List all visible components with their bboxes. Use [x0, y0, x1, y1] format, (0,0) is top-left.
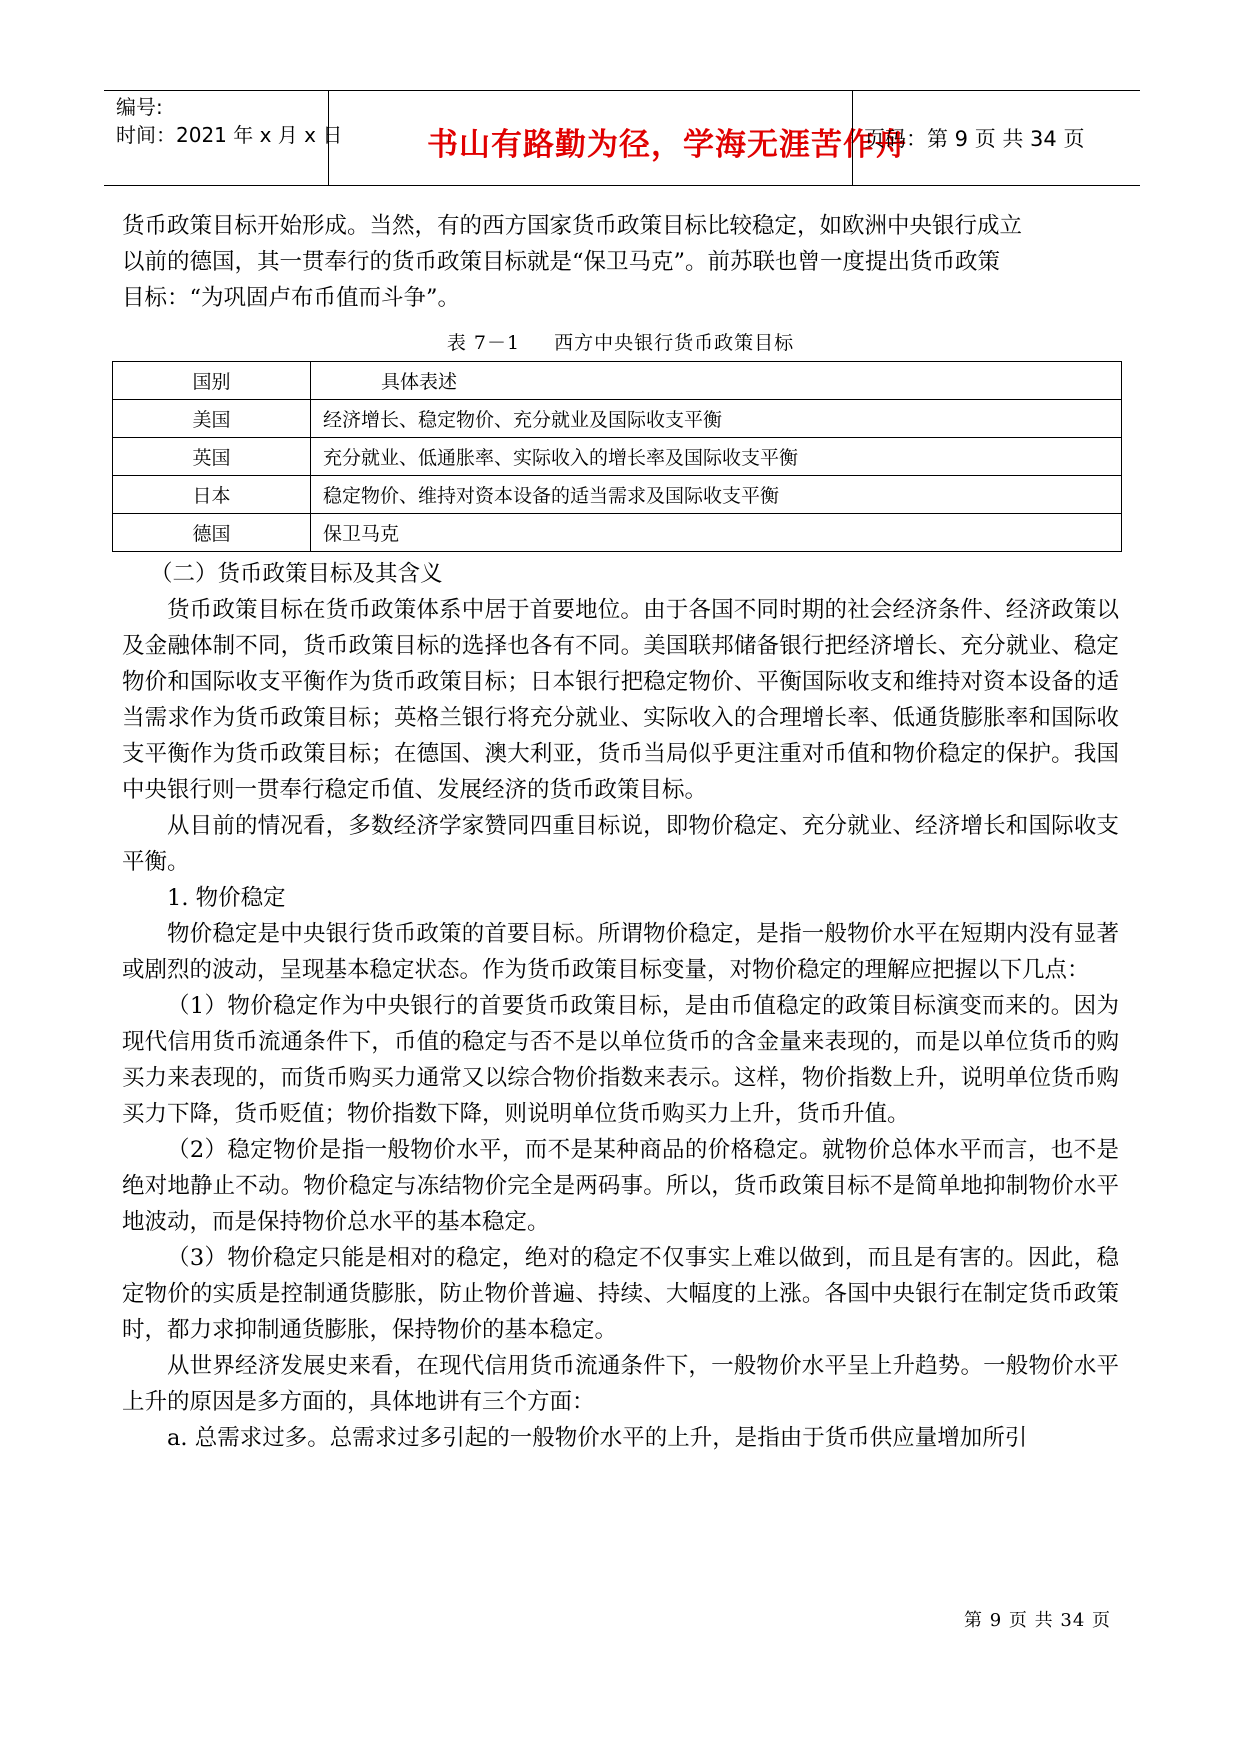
table-row [113, 476, 1122, 514]
document-time-label: 时间：2021 年 x 月 x 日 [116, 123, 343, 147]
main-body [122, 556, 1119, 1456]
table-cell-country: 美国 [113, 400, 311, 438]
table-cell-description: 充分就业、低通胀率、实际收入的增长率及国际收支平衡 [311, 438, 1122, 476]
table-cell-description: 稳定物价、维持对资本设备的适当需求及国际收支平衡 [311, 476, 1122, 514]
table-cell-country: 日本 [113, 476, 311, 514]
paragraph-current-view: 从目前的情况看，多数经济学家赞同四重目标说，即物价稳定、充分就业、经济增长和国际收支平衡。 [122, 813, 1119, 875]
table-row [113, 438, 1122, 476]
table-cell-description: 经济增长、稳定物价、充分就业及国际收支平衡 [311, 400, 1122, 438]
point-2: （2）稳定物价是指一般物价水平，而不是某种商品的价格稳定。就物价总体水平而言，也不是绝对地静止不动。物价稳定与冻结物价完全是两码事。所以，货币政策目标不是简单地抑制物价水平地波动，而是保持物价总水平的基本稳定。 [122, 1137, 1119, 1235]
section-heading: （二）货币政策目标及其含义 [150, 561, 443, 587]
point-1: （1）物价稳定作为中央银行的首要货币政策目标，是由币值稳定的政策目标演变而来的。因为现代信用货币流通条件下，币值的稳定与否不是以单位货币的含金量来表现的，而是以单位货币的购买力来表现的，而货币购买力通常又以综合物价指数来表示。这样，物价指数上升，说明单位货币购买力下降，货币贬值；物价指数下降，则说明单位货币购买力上升，货币升值。 [122, 993, 1119, 1127]
table-header-row [113, 362, 1122, 400]
document-number-label: 编号: [116, 95, 163, 119]
subheading-price-stability: 1. 物价稳定 [167, 885, 286, 911]
table-caption [0, 328, 1241, 355]
table-caption-number: 表 7－1 [446, 332, 521, 354]
page-footer: 第 9 页 共 34 页 [964, 1610, 1111, 1631]
table-caption-title: 西方中央银行货币政策目标 [554, 332, 795, 354]
policy-goals-table [112, 361, 1122, 552]
header-divider-left [328, 91, 329, 185]
header-left-block [116, 93, 342, 149]
table-cell-description: 保卫马克 [311, 514, 1122, 552]
table-cell-country: 英国 [113, 438, 311, 476]
intro-line: 目标：“为巩固卢布币值而斗争”。 [122, 285, 461, 311]
paragraph-history: 从世界经济发展史来看，在现代信用货币流通条件下，一般物价水平呈上升趋势。一般物价水平上升的原因是多方面的，具体地讲有三个方面： [122, 1353, 1119, 1415]
table-header-country: 国别 [113, 362, 311, 400]
paragraph-a: a. 总需求过多。总需求过多引起的一般物价水平的上升，是指由于货币供应量增加所引 [167, 1425, 1028, 1451]
header-page-info: 页码：第 9 页 共 34 页 [864, 127, 1085, 151]
paragraph-goals: 货币政策目标在货币政策体系中居于首要地位。由于各国不同时期的社会经济条件、经济政策以及金融体制不同，货币政策目标的选择也各有不同。美国联邦储备银行把经济增长、充分就业、稳定物价和国际收支平衡作为货币政策目标；日本银行把稳定物价、平衡国际收支和维持对资本设备的适当需求作为货币政策目标；英格兰银行将充分就业、实际收入的合理增长率、低通货膨胀率和国际收支平衡作为货币政策目标；在德国、澳大利亚，货币当局似乎更注重对币值和物价稳定的保护。我国中央银行则一贯奉行稳定币值、发展经济的货币政策目标。 [122, 597, 1119, 803]
point-3: （3）物价稳定只能是相对的稳定，绝对的稳定不仅事实上难以做到，而且是有害的。因此，稳定物价的实质是控制通货膨胀，防止物价普遍、持续、大幅度的上涨。各国中央银行在制定货币政策时，都力求抑制通货膨胀，保持物价的基本稳定。 [122, 1245, 1119, 1343]
document-header [104, 90, 1140, 186]
intro-line: 以前的德国，其一贯奉行的货币政策目标就是“保卫马克”。前苏联也曾一度提出货币政策 [122, 249, 1001, 275]
table-row [113, 514, 1122, 552]
table-cell-country: 德国 [113, 514, 311, 552]
header-divider-right [852, 91, 853, 185]
header-motto: 书山有路勤为径，学海无涯苦作舟 [427, 127, 907, 163]
intro-paragraph [122, 208, 1119, 316]
intro-line: 货币政策目标开始形成。当然，有的西方国家货币政策目标比较稳定，如欧洲中央银行成立 [122, 213, 1023, 239]
paragraph-price-stability: 物价稳定是中央银行货币政策的首要目标。所谓物价稳定，是指一般物价水平在短期内没有显著或剧烈的波动，呈现基本稳定状态。作为货币政策目标变量，对物价稳定的理解应把握以下几点： [122, 921, 1119, 983]
table-row [113, 400, 1122, 438]
table-header-description: 具体表述 [311, 362, 1122, 400]
